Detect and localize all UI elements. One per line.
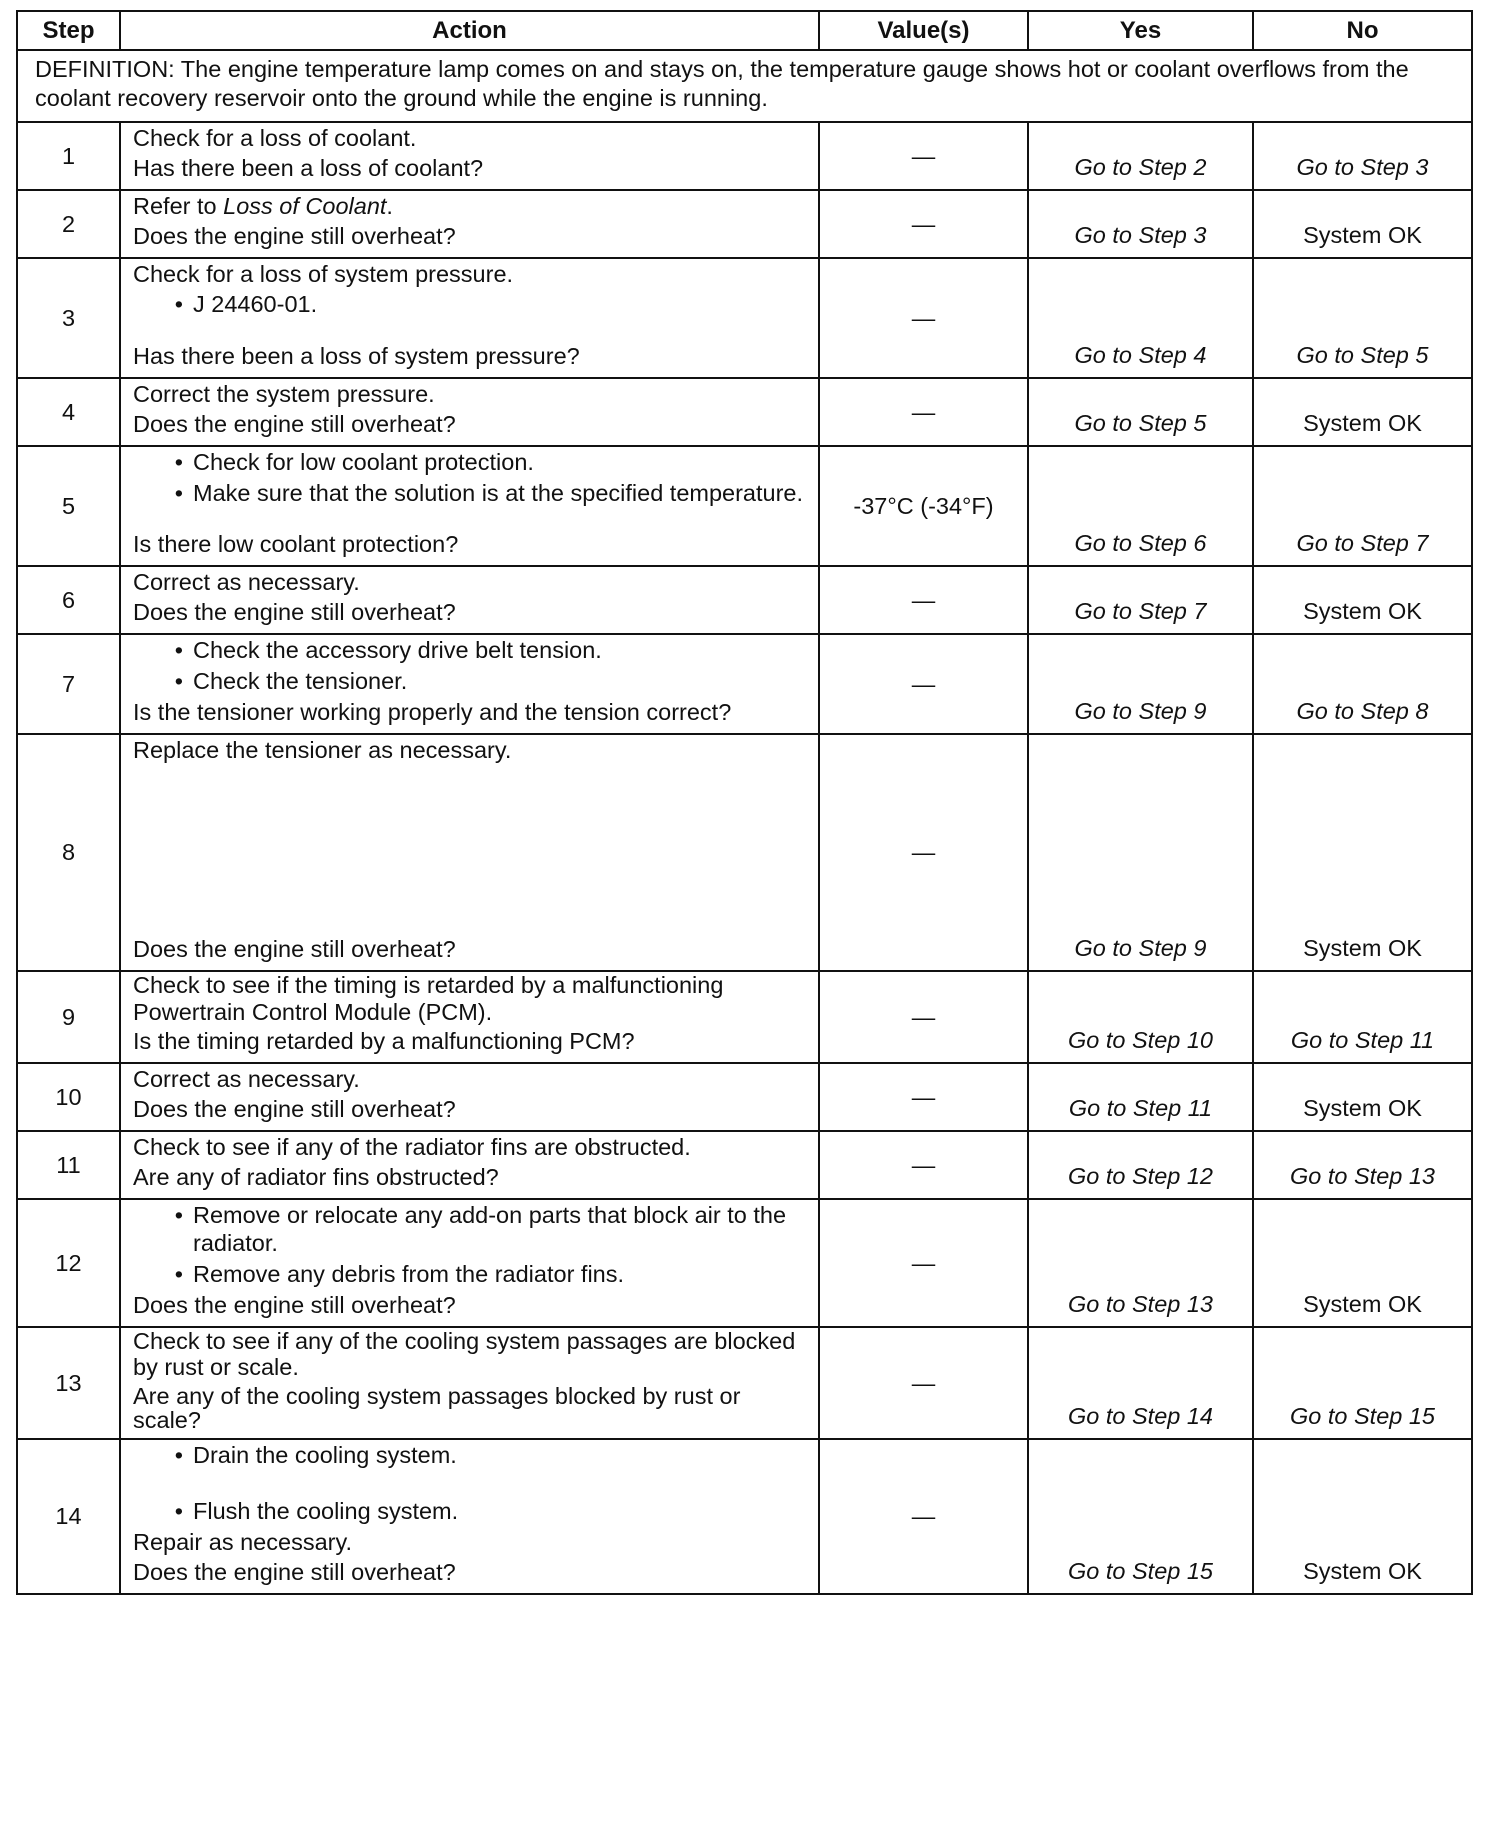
diagnostic-table [16,10,1473,1595]
bullet-text: Remove any debris from the radiator fins. [193,1261,625,1287]
question-text: Does the engine still overheat? [133,411,456,437]
yes-outcome: Go to Step 10 [1028,971,1253,1063]
value-cell: -37°C (-34°F) [819,446,1028,566]
yes-outcome: Go to Step 15 [1028,1439,1253,1594]
question-text: Is the timing retarded by a malfunctioning PCM? [133,1028,635,1054]
question-text: Does the engine still overheat? [133,936,456,962]
question-text: Has there been a loss of system pressure? [133,343,580,369]
table-row [17,446,1472,566]
question-text: Has there been a loss of coolant? [133,155,484,181]
table-row [17,378,1472,446]
action-after-text: Repair as necessary. [133,1529,352,1555]
step-number: 8 [17,734,120,971]
question-text: Are any of the cooling system passages blocked by rust or scale? [133,1383,741,1433]
step-number: 12 [17,1199,120,1327]
header-no: No [1253,11,1472,50]
no-outcome: Go to Step 15 [1253,1327,1472,1439]
action-text: Correct as necessary. [133,1066,360,1092]
no-outcome: System OK [1253,566,1472,634]
definition-text: DEFINITION: The engine temperature lamp comes on and stays on, the temperature gauge shows hot or coolant overflows from the coolant recovery reservoir onto the ground while the engine is running. [17,50,1472,122]
step-number: 7 [17,634,120,734]
bullet-item: • Check the accessory drive belt tension. [133,636,806,664]
action-cell [120,1063,819,1131]
step-number: 9 [17,971,120,1063]
header-values: Value(s) [819,11,1028,50]
no-outcome: Go to Step 7 [1253,446,1472,566]
table-row [17,1327,1472,1439]
bullet-text: Check the tensioner. [193,668,408,694]
step-number: 2 [17,190,120,258]
value-cell: — [819,734,1028,971]
value-cell: — [819,634,1028,734]
action-cell [120,1131,819,1199]
yes-outcome: Go to Step 13 [1028,1199,1253,1327]
action-cell [120,190,819,258]
bullet-item: • Remove or relocate any add-on parts that block air to the radiator. [133,1201,806,1257]
bullet-text: Make sure that the solution is at the specified temperature. [193,480,804,506]
action-cell [120,258,819,378]
bullet-item: • Remove any debris from the radiator fins. [133,1260,806,1288]
bullet-text: Drain the cooling system. [193,1442,457,1468]
question-text: Is there low coolant protection? [133,531,459,557]
action-cell [120,566,819,634]
bullet-text: J 24460-01. [193,291,318,317]
no-outcome: Go to Step 5 [1253,258,1472,378]
no-outcome: System OK [1253,378,1472,446]
no-outcome: System OK [1253,734,1472,971]
question-text: Is the tensioner working properly and the tension correct? [133,699,732,725]
value-cell: — [819,1131,1028,1199]
step-number: 6 [17,566,120,634]
action-cell [120,122,819,190]
step-number: 11 [17,1131,120,1199]
no-outcome: System OK [1253,1439,1472,1594]
table-row [17,190,1472,258]
yes-outcome: Go to Step 11 [1028,1063,1253,1131]
value-cell: — [819,1439,1028,1594]
value-cell: — [819,190,1028,258]
value-cell: — [819,1063,1028,1131]
question-text: Does the engine still overheat? [133,1096,456,1122]
action-cell [120,1327,819,1439]
step-number: 5 [17,446,120,566]
question-text: Does the engine still overheat? [133,1559,456,1585]
bullet-item: • Check for low coolant protection. [133,448,806,476]
table-row [17,1199,1472,1327]
bullet-item: • Check the tensioner. [133,667,806,695]
no-outcome: System OK [1253,1063,1472,1131]
value-cell: — [819,1199,1028,1327]
yes-outcome: Go to Step 7 [1028,566,1253,634]
bullet-text: Remove or relocate any add-on parts that block air to the radiator. [193,1202,787,1256]
step-number: 4 [17,378,120,446]
table-row [17,1439,1472,1594]
definition-row [17,50,1472,122]
action-cell [120,971,819,1063]
yes-outcome: Go to Step 14 [1028,1327,1253,1439]
value-cell: — [819,971,1028,1063]
action-text: Correct as necessary. [133,569,360,595]
no-outcome: System OK [1253,190,1472,258]
reference-loss-of-coolant: Loss of Coolant [223,193,387,219]
yes-outcome: Go to Step 4 [1028,258,1253,378]
yes-outcome: Go to Step 9 [1028,634,1253,734]
header-action: Action [120,11,819,50]
table-row [17,1063,1472,1131]
table-row [17,971,1472,1063]
question-text: Are any of radiator fins obstructed? [133,1164,499,1190]
action-text: Check for a loss of system pressure. [133,261,514,287]
no-outcome: System OK [1253,1199,1472,1327]
action-cell [120,378,819,446]
question-text: Does the engine still overheat? [133,599,456,625]
action-text: Check for a loss of coolant. [133,125,417,151]
value-cell: — [819,122,1028,190]
action-cell [120,1439,819,1594]
value-cell: — [819,566,1028,634]
yes-outcome: Go to Step 6 [1028,446,1253,566]
step-number: 14 [17,1439,120,1594]
bullet-text: Check the accessory drive belt tension. [193,637,602,663]
action-text: Check to see if the timing is retarded by a malfunctioning Powertrain Control Module (PCM). [133,972,724,1025]
table-row [17,634,1472,734]
action-cell [120,634,819,734]
value-cell: — [819,258,1028,378]
action-cell [120,1199,819,1327]
table-row [17,734,1472,971]
yes-outcome: Go to Step 2 [1028,122,1253,190]
header-yes: Yes [1028,11,1253,50]
action-cell [120,734,819,971]
step-number: 10 [17,1063,120,1131]
bullet-item: • Make sure that the solution is at the specified temperature. [133,479,806,507]
action-text: Check to see if any of the cooling system passages are blocked by rust or scale. [133,1328,796,1380]
question-text: Does the engine still overheat? [133,1292,456,1318]
step-number: 3 [17,258,120,378]
no-outcome: Go to Step 8 [1253,634,1472,734]
yes-outcome: Go to Step 12 [1028,1131,1253,1199]
yes-outcome: Go to Step 9 [1028,734,1253,971]
question-text: Does the engine still overheat? [133,223,456,249]
action-text: Correct the system pressure. [133,381,435,407]
table-row [17,258,1472,378]
action-text [133,191,806,221]
action-text: Check to see if any of the radiator fins are obstructed. [133,1134,691,1160]
value-cell: — [819,378,1028,446]
step-number: 13 [17,1327,120,1439]
header-step: Step [17,11,120,50]
action-suffix: . [386,193,393,219]
action-text: Replace the tensioner as necessary. [133,737,512,763]
yes-outcome: Go to Step 3 [1028,190,1253,258]
table-row [17,122,1472,190]
bullet-text: Flush the cooling system. [193,1498,459,1524]
table-row [17,566,1472,634]
bullet-item: • J 24460-01. [133,290,806,318]
action-cell [120,446,819,566]
yes-outcome: Go to Step 5 [1028,378,1253,446]
bullet-item: • Flush the cooling system. [133,1497,806,1525]
value-cell: — [819,1327,1028,1439]
no-outcome: Go to Step 11 [1253,971,1472,1063]
step-number: 1 [17,122,120,190]
action-prefix: Refer to [133,193,224,219]
header-row [17,11,1472,50]
no-outcome: Go to Step 13 [1253,1131,1472,1199]
no-outcome: Go to Step 3 [1253,122,1472,190]
bullet-text: Check for low coolant protection. [193,449,534,475]
bullet-item: • Drain the cooling system. [133,1441,806,1469]
table-row [17,1131,1472,1199]
